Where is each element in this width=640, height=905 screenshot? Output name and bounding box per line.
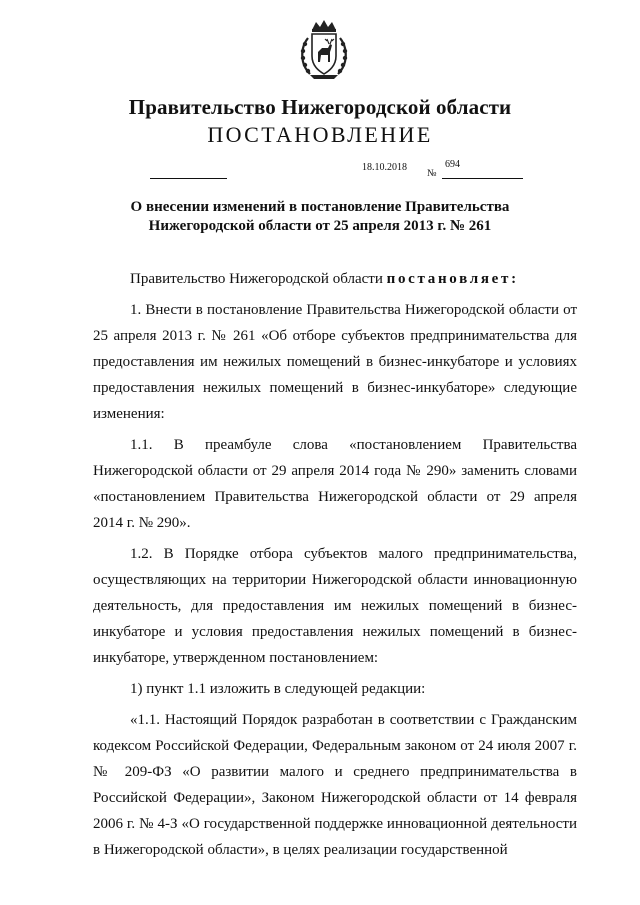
paragraph-item-1: 1) пункт 1.1 изложить в следующей редакции: <box>130 681 426 697</box>
number-underline <box>442 178 523 179</box>
coat-of-arms-emblem <box>296 18 352 82</box>
paragraph-quote: «1.1. Настоящий Порядок разработан в соответствии с Гражданским кодексом Российской Федерации, Федеральным законом от 24 июля 2007 г. № 209-ФЗ «О развитии малого и среднего предпринимательства в Российской Федерации», Законом Нижегородской области от 14 февраля 2006 г. № 4-З «О государственной поддержке инновационной деятельности в Нижегородской области», в целях реализации государственной <box>93 712 577 858</box>
document-subject <box>0 198 640 236</box>
decree-word: постановляет: <box>386 271 519 287</box>
subject-line: О внесении изменений в постановление Правительства <box>130 199 510 215</box>
date-underline <box>150 178 227 179</box>
document-number: 694 <box>445 159 460 170</box>
government-title: Правительство Нижегородской области <box>128 95 512 119</box>
number-label: № <box>427 168 437 179</box>
paragraph-1: 1. Внести в постановление Правительства Нижегородской области от 25 апреля 2013 г. № 261 «Об отборе субъектов предпринимательства для предоставления им нежилых помещений в бизнес-инкубаторе и условиях предоставления нежилых помещений в бизнес-инкубаторе» следующие изменения: <box>93 302 577 422</box>
document-type: ПОСТАНОВЛЕНИЕ <box>207 122 433 147</box>
intro-paragraph <box>93 266 577 292</box>
paragraph-1-1: 1.1. В преамбуле слова «постановлением Правительства Нижегородской области от 29 апреля 2014 года № 290» заменить словами «постановлением Правительства Нижегородской области от 29 апреля 2014 г. № 290». <box>93 437 577 531</box>
paragraph-1-2: 1.2. В Порядке отбора субъектов малого предпринимательства, осуществляющих на территории Нижегородской области инновационную деятельность, для предоставления им нежилых помещений в бизнес-инкубаторе и условия предоставления нежилых помещений в бизнес-инкубаторе, утвержденном постановлением: <box>93 546 577 666</box>
document-date: 18.10.2018 <box>362 162 407 173</box>
document-body <box>93 266 577 863</box>
intro-text: Правительство Нижегородской области <box>130 271 387 287</box>
subject-line: Нижегородской области от 25 апреля 2013 г. № 261 <box>148 218 492 234</box>
